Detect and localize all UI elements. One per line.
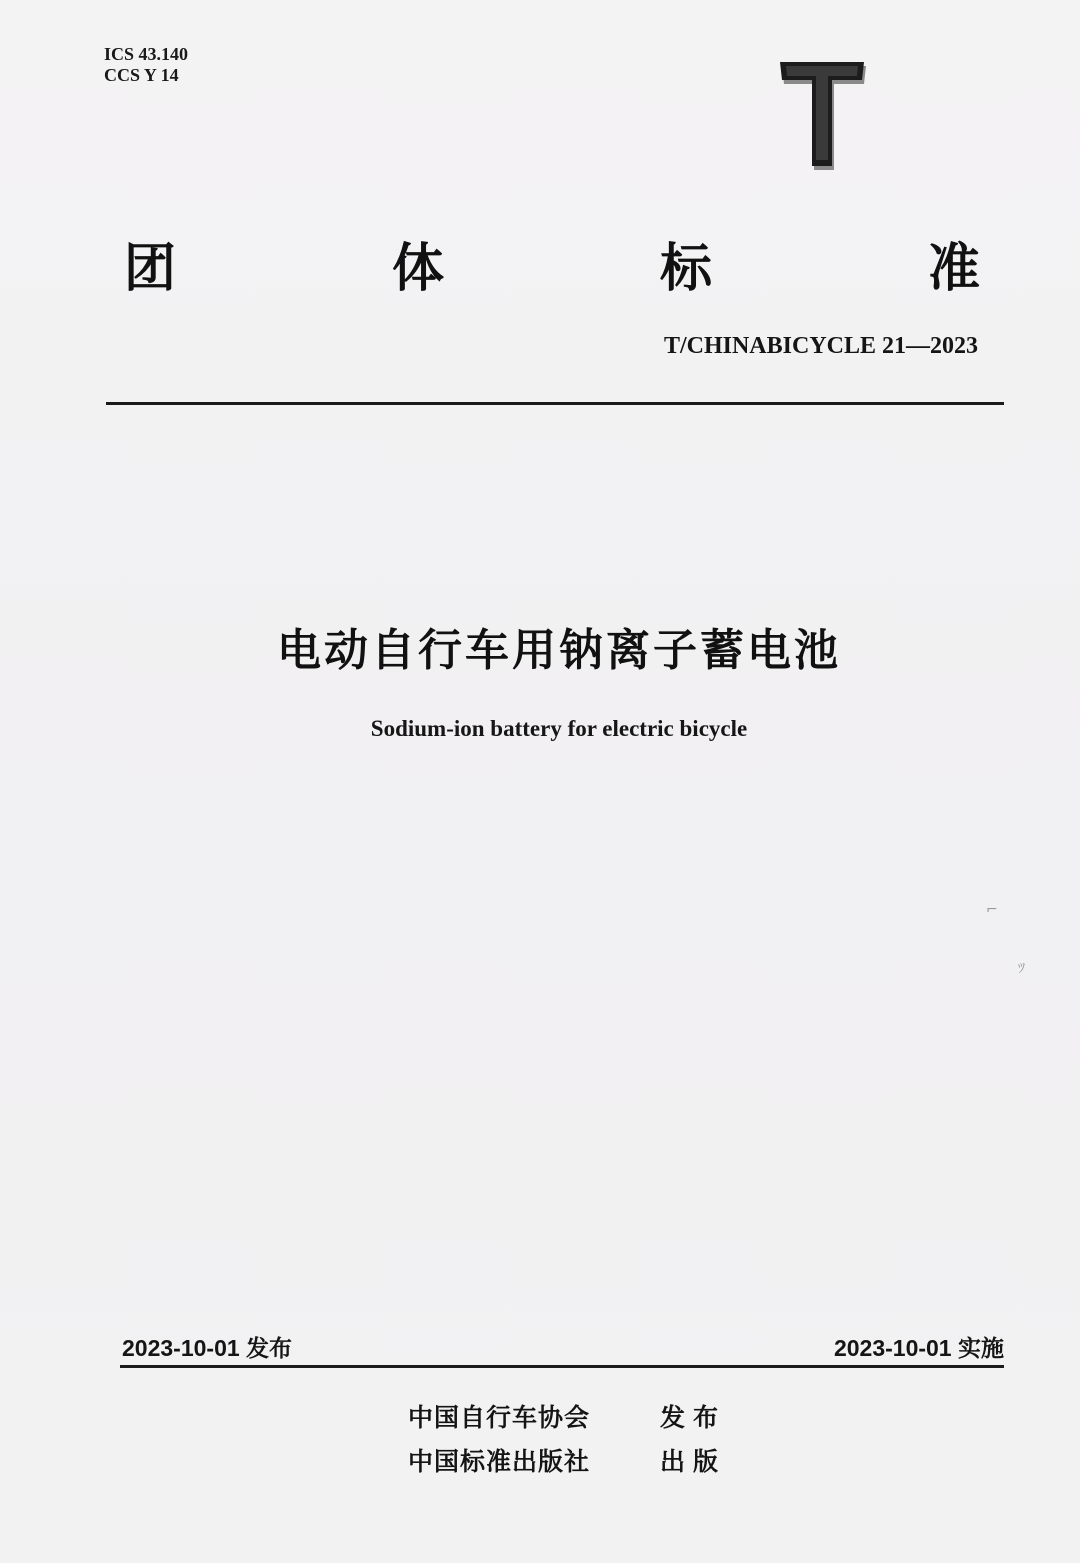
standard-category-heading — [0, 226, 1080, 299]
heading-char-3: 标 — [660, 239, 713, 299]
title-chinese: 电动自行车用钠离子蓄电池 — [277, 625, 841, 676]
header-rule — [106, 402, 1004, 405]
publisher-organization: 中国标准出版社 — [408, 1447, 591, 1476]
footer-rule — [120, 1365, 1004, 1368]
scan-mark: ﾂ — [1018, 961, 1025, 977]
scan-mark: ⌐ — [986, 902, 998, 918]
heading-char-2: 体 — [392, 239, 445, 299]
ics-code: ICS 43.140 — [104, 44, 189, 64]
standard-type-t-logo — [780, 62, 868, 172]
publisher-organization: 中国自行车协会 — [408, 1403, 591, 1432]
heading-char-4: 准 — [928, 239, 981, 299]
standard-number: T/CHINABICYCLE 21—2023 — [663, 333, 978, 359]
issue-date: 2023-10-01 发布 — [122, 1335, 293, 1361]
publisher-role: 发布 — [660, 1403, 727, 1432]
ccs-code: CCS Y 14 — [104, 65, 179, 85]
heading-char-1: 团 — [124, 239, 177, 299]
implementation-date: 2023-10-01 实施 — [833, 1335, 1004, 1361]
title-english: Sodium-ion battery for electric bicycle — [370, 716, 748, 741]
publisher-role: 出版 — [660, 1447, 727, 1476]
classification-codes — [104, 44, 188, 86]
